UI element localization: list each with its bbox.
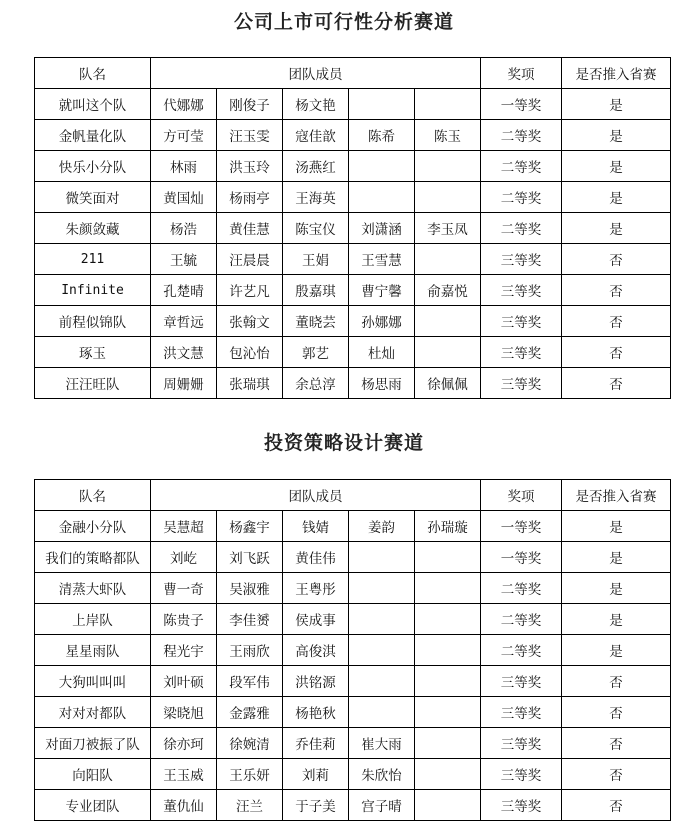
member-cell: 殷嘉琪 bbox=[283, 275, 349, 306]
award-cell: 三等奖 bbox=[481, 244, 562, 275]
member-cell bbox=[349, 182, 415, 213]
member-cell: 汤燕红 bbox=[283, 151, 349, 182]
member-cell: 宫子晴 bbox=[349, 790, 415, 821]
member-cell bbox=[415, 182, 481, 213]
member-cell bbox=[349, 573, 415, 604]
table-row bbox=[35, 275, 671, 306]
header-team-members: 团队成员 bbox=[151, 480, 481, 511]
provincial-cell: 否 bbox=[562, 666, 671, 697]
member-cell: 方可莹 bbox=[151, 120, 217, 151]
award-cell: 二等奖 bbox=[481, 151, 562, 182]
table-header-row bbox=[35, 58, 671, 89]
header-provincial: 是否推入省赛 bbox=[562, 58, 671, 89]
member-cell: 洪玉玲 bbox=[217, 151, 283, 182]
member-cell bbox=[415, 542, 481, 573]
team-name-cell: 就叫这个队 bbox=[35, 89, 151, 120]
member-cell: 杜灿 bbox=[349, 337, 415, 368]
team-name-cell: 汪汪旺队 bbox=[35, 368, 151, 399]
member-cell: 杨艳秋 bbox=[283, 697, 349, 728]
member-cell bbox=[415, 697, 481, 728]
award-cell: 二等奖 bbox=[481, 635, 562, 666]
member-cell: 梁晓旭 bbox=[151, 697, 217, 728]
member-cell: 吴淑雅 bbox=[217, 573, 283, 604]
provincial-cell: 是 bbox=[562, 542, 671, 573]
table-row bbox=[35, 368, 671, 399]
member-cell: 余总淳 bbox=[283, 368, 349, 399]
team-name-cell: 微笑面对 bbox=[35, 182, 151, 213]
table-row bbox=[35, 213, 671, 244]
member-cell: 王海英 bbox=[283, 182, 349, 213]
member-cell bbox=[349, 151, 415, 182]
award-cell: 二等奖 bbox=[481, 573, 562, 604]
award-cell: 二等奖 bbox=[481, 120, 562, 151]
member-cell bbox=[415, 89, 481, 120]
member-cell: 章哲远 bbox=[151, 306, 217, 337]
member-cell: 程光宇 bbox=[151, 635, 217, 666]
provincial-cell: 是 bbox=[562, 604, 671, 635]
member-cell bbox=[415, 604, 481, 635]
team-name-cell: 上岸队 bbox=[35, 604, 151, 635]
table-row bbox=[35, 244, 671, 275]
table-row bbox=[35, 697, 671, 728]
member-cell: 侯成事 bbox=[283, 604, 349, 635]
team-name-cell: 大狗叫叫叫 bbox=[35, 666, 151, 697]
table-row bbox=[35, 151, 671, 182]
member-cell: 王雪慧 bbox=[349, 244, 415, 275]
award-cell: 一等奖 bbox=[481, 89, 562, 120]
team-name-cell: 星星雨队 bbox=[35, 635, 151, 666]
award-cell: 三等奖 bbox=[481, 728, 562, 759]
member-cell: 汪兰 bbox=[217, 790, 283, 821]
table-row bbox=[35, 182, 671, 213]
member-cell bbox=[415, 306, 481, 337]
table-row bbox=[35, 542, 671, 573]
provincial-cell: 否 bbox=[562, 790, 671, 821]
member-cell: 杨浩 bbox=[151, 213, 217, 244]
member-cell: 刘叶硕 bbox=[151, 666, 217, 697]
table-row bbox=[35, 728, 671, 759]
member-cell bbox=[415, 666, 481, 697]
member-cell: 徐婉清 bbox=[217, 728, 283, 759]
header-team-members: 团队成员 bbox=[151, 58, 481, 89]
member-cell: 朱欣怡 bbox=[349, 759, 415, 790]
award-cell: 三等奖 bbox=[481, 790, 562, 821]
provincial-cell: 是 bbox=[562, 151, 671, 182]
team-name-cell: 前程似锦队 bbox=[35, 306, 151, 337]
member-cell bbox=[349, 89, 415, 120]
team-name-cell: 金融小分队 bbox=[35, 511, 151, 542]
member-cell bbox=[415, 790, 481, 821]
provincial-cell: 否 bbox=[562, 306, 671, 337]
award-cell: 二等奖 bbox=[481, 182, 562, 213]
award-cell: 三等奖 bbox=[481, 337, 562, 368]
award-cell: 二等奖 bbox=[481, 213, 562, 244]
provincial-cell: 是 bbox=[562, 213, 671, 244]
table-header-row bbox=[35, 480, 671, 511]
member-cell bbox=[349, 542, 415, 573]
award-cell: 三等奖 bbox=[481, 697, 562, 728]
team-name-cell: 金帆量化队 bbox=[35, 120, 151, 151]
team-name-cell: 向阳队 bbox=[35, 759, 151, 790]
member-cell: 段军伟 bbox=[217, 666, 283, 697]
member-cell: 曹宁馨 bbox=[349, 275, 415, 306]
member-cell: 刚俊子 bbox=[217, 89, 283, 120]
provincial-cell: 是 bbox=[562, 89, 671, 120]
member-cell: 林雨 bbox=[151, 151, 217, 182]
member-cell: 崔大雨 bbox=[349, 728, 415, 759]
header-award: 奖项 bbox=[481, 58, 562, 89]
award-table-listing-feasibility bbox=[34, 57, 671, 399]
member-cell: 张翰文 bbox=[217, 306, 283, 337]
member-cell: 高俊淇 bbox=[283, 635, 349, 666]
provincial-cell: 是 bbox=[562, 182, 671, 213]
member-cell bbox=[349, 697, 415, 728]
member-cell: 刘潇涵 bbox=[349, 213, 415, 244]
member-cell bbox=[415, 728, 481, 759]
provincial-cell: 是 bbox=[562, 511, 671, 542]
member-cell: 张瑞琪 bbox=[217, 368, 283, 399]
header-team-name: 队名 bbox=[35, 58, 151, 89]
section-title-listing-feasibility: 公司上市可行性分析赛道 bbox=[233, 11, 454, 33]
member-cell bbox=[349, 666, 415, 697]
provincial-cell: 否 bbox=[562, 759, 671, 790]
member-cell bbox=[415, 337, 481, 368]
member-cell: 王娟 bbox=[283, 244, 349, 275]
member-cell: 徐佩佩 bbox=[415, 368, 481, 399]
member-cell: 刘屹 bbox=[151, 542, 217, 573]
provincial-cell: 否 bbox=[562, 697, 671, 728]
member-cell: 金露雅 bbox=[217, 697, 283, 728]
member-cell bbox=[415, 573, 481, 604]
member-cell: 汪玉雯 bbox=[217, 120, 283, 151]
award-cell: 三等奖 bbox=[481, 306, 562, 337]
member-cell bbox=[415, 759, 481, 790]
member-cell: 杨思雨 bbox=[349, 368, 415, 399]
provincial-cell: 否 bbox=[562, 728, 671, 759]
member-cell: 许艺凡 bbox=[217, 275, 283, 306]
table-row bbox=[35, 604, 671, 635]
member-cell: 刘飞跃 bbox=[217, 542, 283, 573]
member-cell bbox=[415, 151, 481, 182]
member-cell: 孙瑞璇 bbox=[415, 511, 481, 542]
provincial-cell: 否 bbox=[562, 275, 671, 306]
member-cell: 洪铭源 bbox=[283, 666, 349, 697]
team-name-cell: 我们的策略都队 bbox=[35, 542, 151, 573]
member-cell: 黄佳伟 bbox=[283, 542, 349, 573]
provincial-cell: 是 bbox=[562, 635, 671, 666]
award-cell: 三等奖 bbox=[481, 759, 562, 790]
team-name-cell: 211 bbox=[35, 244, 151, 275]
award-cell: 一等奖 bbox=[481, 542, 562, 573]
member-cell: 陈贵子 bbox=[151, 604, 217, 635]
member-cell: 杨雨亭 bbox=[217, 182, 283, 213]
member-cell bbox=[349, 635, 415, 666]
header-award: 奖项 bbox=[481, 480, 562, 511]
member-cell: 汪晨晨 bbox=[217, 244, 283, 275]
team-name-cell: 对面刀被振了队 bbox=[35, 728, 151, 759]
team-name-cell: 快乐小分队 bbox=[35, 151, 151, 182]
member-cell: 杨文艳 bbox=[283, 89, 349, 120]
member-cell: 黄国灿 bbox=[151, 182, 217, 213]
member-cell: 王雨欣 bbox=[217, 635, 283, 666]
member-cell: 包沁怡 bbox=[217, 337, 283, 368]
table-row bbox=[35, 89, 671, 120]
member-cell: 王毓 bbox=[151, 244, 217, 275]
award-cell: 三等奖 bbox=[481, 368, 562, 399]
header-provincial: 是否推入省赛 bbox=[562, 480, 671, 511]
member-cell: 李玉凤 bbox=[415, 213, 481, 244]
member-cell: 郭艺 bbox=[283, 337, 349, 368]
header-team-name: 队名 bbox=[35, 480, 151, 511]
member-cell: 钱婧 bbox=[283, 511, 349, 542]
award-cell: 一等奖 bbox=[481, 511, 562, 542]
member-cell: 周姗姗 bbox=[151, 368, 217, 399]
member-cell: 寇佳歆 bbox=[283, 120, 349, 151]
member-cell: 刘莉 bbox=[283, 759, 349, 790]
member-cell: 代娜娜 bbox=[151, 89, 217, 120]
provincial-cell: 是 bbox=[562, 573, 671, 604]
member-cell bbox=[349, 604, 415, 635]
member-cell: 姜韵 bbox=[349, 511, 415, 542]
table-row bbox=[35, 306, 671, 337]
member-cell: 董晓芸 bbox=[283, 306, 349, 337]
member-cell: 曹一奇 bbox=[151, 573, 217, 604]
provincial-cell: 否 bbox=[562, 337, 671, 368]
member-cell: 孙娜娜 bbox=[349, 306, 415, 337]
member-cell: 李佳赟 bbox=[217, 604, 283, 635]
table-row bbox=[35, 573, 671, 604]
member-cell: 王玉威 bbox=[151, 759, 217, 790]
member-cell: 王乐妍 bbox=[217, 759, 283, 790]
member-cell: 董仇仙 bbox=[151, 790, 217, 821]
table-row bbox=[35, 511, 671, 542]
provincial-cell: 否 bbox=[562, 244, 671, 275]
award-cell: 三等奖 bbox=[481, 275, 562, 306]
member-cell: 俞嘉悦 bbox=[415, 275, 481, 306]
provincial-cell: 是 bbox=[562, 120, 671, 151]
member-cell: 王粤彤 bbox=[283, 573, 349, 604]
member-cell: 洪文慧 bbox=[151, 337, 217, 368]
team-name-cell: 琢玉 bbox=[35, 337, 151, 368]
table-row bbox=[35, 666, 671, 697]
provincial-cell: 否 bbox=[562, 368, 671, 399]
member-cell: 黄佳慧 bbox=[217, 213, 283, 244]
member-cell: 陈宝仪 bbox=[283, 213, 349, 244]
award-cell: 二等奖 bbox=[481, 604, 562, 635]
table-row bbox=[35, 790, 671, 821]
table-row bbox=[35, 759, 671, 790]
member-cell: 于子美 bbox=[283, 790, 349, 821]
member-cell: 徐亦珂 bbox=[151, 728, 217, 759]
table-row bbox=[35, 635, 671, 666]
team-name-cell: 专业团队 bbox=[35, 790, 151, 821]
team-name-cell: 清蒸大虾队 bbox=[35, 573, 151, 604]
member-cell bbox=[415, 244, 481, 275]
member-cell: 乔佳莉 bbox=[283, 728, 349, 759]
member-cell: 孔楚晴 bbox=[151, 275, 217, 306]
member-cell bbox=[415, 635, 481, 666]
section-title-investment-strategy: 投资策略设计赛道 bbox=[263, 432, 424, 454]
member-cell: 陈希 bbox=[349, 120, 415, 151]
member-cell: 杨鑫宇 bbox=[217, 511, 283, 542]
team-name-cell: Infinite bbox=[35, 275, 151, 306]
member-cell: 陈玉 bbox=[415, 120, 481, 151]
team-name-cell: 对对对都队 bbox=[35, 697, 151, 728]
table-row bbox=[35, 337, 671, 368]
award-cell: 三等奖 bbox=[481, 666, 562, 697]
award-table-investment-strategy bbox=[34, 479, 671, 821]
team-name-cell: 朱颜敛藏 bbox=[35, 213, 151, 244]
member-cell: 吴慧超 bbox=[151, 511, 217, 542]
table-row bbox=[35, 120, 671, 151]
